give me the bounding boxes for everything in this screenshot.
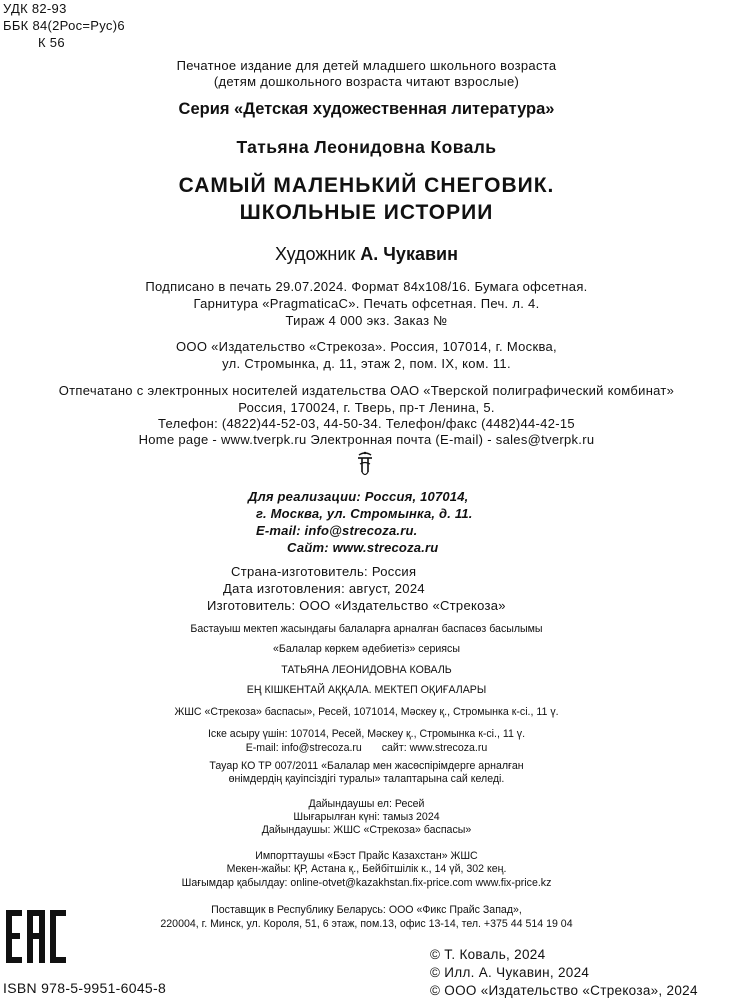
- bbk-code: ББК 84(2Рос=Рус)6: [3, 18, 125, 33]
- print-info-line-1: Подписано в печать 29.07.2024. Формат 84х108/16. Бумага офсетная.: [145, 279, 588, 294]
- kz-standard-line-1: Тауар КО ТР 007/2011 «Балалар мен жасөспірімдерге арналған: [209, 760, 524, 772]
- sales-line-4: Сайт: www.strecoza.ru: [287, 540, 439, 555]
- kz-series: «Балалар көркем әдебиетіз» сериясы: [273, 643, 460, 655]
- copyright-author: © Т. Коваль, 2024: [430, 947, 546, 962]
- sales-line-3: E-mail: info@strecoza.ru.: [256, 523, 418, 538]
- publisher-line-2: ул. Стромынка, д. 11, этаж 2, пом. IX, ком. 11.: [222, 356, 511, 371]
- print-info-line-2: Гарнитура «PragmaticaC». Печать офсетная. Печ. л. 4.: [193, 296, 540, 311]
- kz-author: ТАТЬЯНА ЛЕОНИДОВНА КОВАЛЬ: [281, 664, 452, 676]
- kz-importer-address: Мекен-жайы: ҚР, Астана қ., Бейбітшілік к., 14 үй, 302 кең.: [226, 863, 507, 875]
- publisher-line-1: ООО «Издательство «Стрекоза». Россия, 107014, г. Москва,: [176, 339, 557, 354]
- kz-standard-line-2: өнімдердің қауіпсіздігі туралы» талаптарына сай келеді.: [228, 773, 505, 785]
- kz-importer: Импорттаушы «Бэст Прайс Казахстан» ЖШС: [255, 850, 478, 862]
- kz-email: E-mail: info@strecoza.ru: [245, 742, 362, 754]
- sales-line-1: Для реализации: Россия, 107014,: [248, 489, 469, 504]
- kz-maker: Дайындаушы: ЖШС «Стрекоза» баспасы»: [261, 824, 472, 836]
- kz-address: Іске асыру үшін: 107014, Ресей, Мәскеу қ., Стромынка к-сі., 11 ү.: [207, 728, 526, 740]
- artist-credit: [0, 243, 733, 265]
- manufacture-date: Дата изготовления: август, 2024: [223, 581, 425, 596]
- artist-name: А. Чукавин: [360, 244, 458, 264]
- kz-country: Дайындаушы ел: Ресей: [308, 798, 425, 810]
- printer-line-1: Отпечатано с электронных носителей издательства ОАО «Тверской полиграфический комбинат»: [58, 383, 675, 398]
- belarus-supplier-line-2: 220004, г. Минск, ул. Короля, 51, 6 этаж, пом.13, офис 13-14, тел. +375 44 514 19 04: [160, 918, 573, 930]
- copyright-illustrator: © Илл. А. Чукавин, 2024: [430, 965, 590, 980]
- artist-label: Художник: [275, 244, 356, 264]
- book-title-line-2: ШКОЛЬНЫЕ ИСТОРИИ: [239, 201, 494, 224]
- printer-line-4: Home page - www.tverpk.ru Электронная почта (E-mail) - sales@tverpk.ru: [138, 432, 595, 447]
- book-title-line-1: САМЫЙ МАЛЕНЬКИЙ СНЕГОВИК.: [178, 174, 555, 197]
- country-of-origin: Страна-изготовитель: Россия: [231, 564, 417, 579]
- kz-site: сайт: www.strecoza.ru: [381, 742, 488, 754]
- udk-code: УДК 82-93: [3, 1, 67, 16]
- print-info-line-3: Тираж 4 000 экз. Заказ №: [285, 313, 448, 328]
- audience-line-2: (детям дошкольного возраста читают взрослые): [213, 74, 520, 89]
- belarus-supplier-line-1: Поставщик в Республику Беларусь: ООО «Фикс Прайс Запад»,: [211, 904, 522, 916]
- printer-line-2: Россия, 170024, г. Тверь, пр-т Ленина, 5.: [238, 400, 495, 415]
- kz-date: Шығарылған күні: тамыз 2024: [293, 811, 440, 823]
- author-mark: К 56: [38, 35, 65, 50]
- isbn: ISBN 978-5-9951-6045-8: [3, 980, 167, 996]
- kz-audience: Бастауыш мектеп жасындағы балаларға арналған баспасөз басылымы: [190, 623, 543, 635]
- author-name: Татьяна Леонидовна Коваль: [236, 137, 497, 157]
- eac-mark-icon: [5, 909, 67, 964]
- series-title: Серия «Детская художественная литература»: [178, 100, 555, 118]
- printer-logo-icon: [354, 450, 376, 478]
- copyright-publisher: © ООО «Издательство «Стрекоза», 2024: [430, 983, 698, 998]
- kz-contacts: [0, 742, 733, 755]
- kz-publisher: ЖШС «Стрекоза» баспасы», Ресей, 1071014, Мәскеу қ., Стромынка к-сі., 11 ү.: [174, 706, 559, 718]
- audience-line-1: Печатное издание для детей младшего школьного возраста: [176, 58, 557, 73]
- sales-line-2: г. Москва, ул. Стромынка, д. 11.: [256, 506, 473, 521]
- kz-title: ЕҢ КІШКЕНТАЙ АҚҚАЛА. МЕКТЕП ОҚИҒАЛАРЫ: [246, 684, 487, 696]
- manufacturer: Изготовитель: ООО «Издательство «Стрекоза»: [207, 598, 506, 613]
- kz-complaints: Шағымдар қабылдау: online-otvet@kazakhstan.fix-price.com www.fix-price.kz: [181, 877, 552, 889]
- printer-line-3: Телефон: (4822)44-52-03, 44-50-34. Телефон/факс (4482)44-42-15: [158, 416, 575, 431]
